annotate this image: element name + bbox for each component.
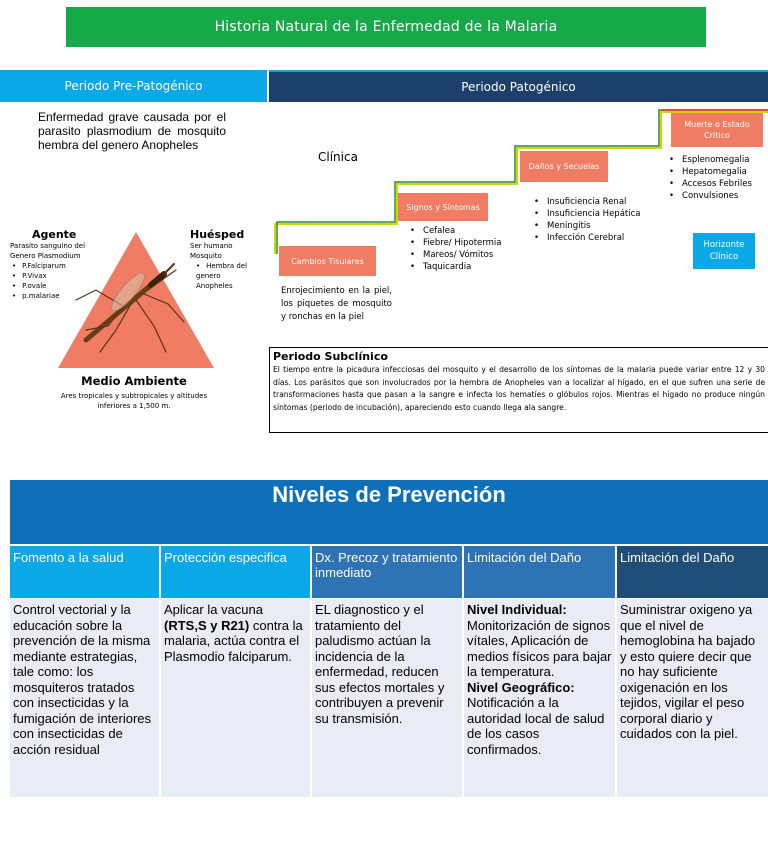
proteccion-text-post: contra la malaria, actúa contra el Plasmodio falciparum. [164,617,303,664]
col-header-limitacion-1: Limitación del Daño [464,546,615,598]
huesped-list [196,261,250,291]
col-header-dx-precoz: Dx. Precoz y tratamiento inmediato [312,546,462,598]
list-item: • Meningitis [534,220,640,232]
niveles-title: Niveles de Prevención [10,480,768,544]
huesped-title: Huésped [190,228,245,241]
medio-text: Ares tropicales y subtropicales y altitudes inferiores a 1,500 m. [60,392,208,410]
list-item: • Infección Cerebral [534,232,640,244]
list-item: • P.ovale [12,281,110,291]
list-item: • Convulsiones [669,190,752,202]
col-body-dx-precoz: EL diagnostico y el tratamiento del paludismo actúan la incidencia de la enfermedad, reducen sus efectos mortales y contribuyen a prevenir su transmisión. [312,599,462,797]
step-cambios-tisulares: Cambios Tisulares [279,246,376,276]
nivel-geografico-text: Notificación a la autoridad local de salud de los casos confirmados. [467,695,605,757]
vaccine-name: (RTS,S y R21) [164,617,250,633]
clinica-label: Clínica [318,150,358,164]
list-item: • P.Vivax [12,271,110,281]
proteccion-text-pre: Aplicar la vacuna [164,602,263,617]
subclinico-title: Periodo Subclínico [273,350,388,363]
list-item: • Fiebre/ Hipotermia [410,237,501,249]
list-item: • Insuficiencia Hepática [534,208,640,220]
list-item: • Esplenomegalia [669,154,752,166]
list-item: • Insuficiencia Renal [534,196,640,208]
list-item: • Hepatomegalia [669,166,752,178]
horizonte-clinico-label: Horizonte Clínico [693,233,755,269]
col-body-limitacion-2: Suministrar oxigeno ya que el nivel de hemoglobina ha bajado y esto quiere decir que no hay suficiente oxigenación en los tejidos, vigilar el peso corporal diario y cuidados con la piel. [617,599,768,797]
col-body-proteccion [161,599,310,797]
list-item: • P.Falciparum [12,261,110,271]
col-body-fomento: Control vectorial y la educación sobre la prevención de la misma mediante estrategias, tale como: los mosquiteros tratados con insecticidas y la fumigación de interiores con insecticidas de acción residual [10,599,159,797]
list-item: • p.malariae [12,291,110,301]
huesped-block [190,228,250,291]
col-body-limitacion-1 [464,599,615,797]
agente-text: Parasito sanguino del Genero Plasmodium [10,242,86,260]
col-header-proteccion: Protección especifica [161,546,310,598]
nivel-individual-text: Monitorización de signos vítales, Aplicación de medios físicos para bajar la temperatura. [467,617,612,679]
subclinico-box [269,347,768,433]
agente-block [10,228,110,301]
subclinico-text: El tiempo entre la picadura infecciosas del mosquito y el desarrollo de los síntomas de la malaria puede variar entre 12 y 30 días. Los parásitos que son involucrados por la hembra de Anopheles van a localizar al hígado, en el que sufren una serie de transformaciones hasta que pasan a la sangre e infecta los hematíes o glóbulos rojos. Mientras el hígado no produce ningún síntomas (periodo de incubación), apareciendo esto cuando llega ala sangre. [273,365,765,412]
agente-title: Agente [32,228,77,241]
medio-block [50,374,218,411]
huesped-text: Ser humano Mosquito [190,242,233,260]
cambios-text: Enrojecimiento en la piel, los piquetes de mosquito y ronchas en la piel [281,286,392,322]
step-signos-sintomas: Signos y Síntomas [398,193,488,221]
step-danos-secuelas: Daños y Secuelas [520,151,608,182]
list-item: • Mareos/ Vómitos [410,249,501,261]
medio-title: Medio Ambiente [81,374,187,388]
nivel-geografico-label: Nivel Geográfico: [467,679,575,695]
pathogenic-header: Periodo Patogénico [269,70,768,102]
muerte-list [669,154,752,202]
disease-description: Enfermedad grave causada por el parasito plasmodium de mosquito hembra del genero Anopheles [38,110,226,152]
list-item: • Taquicardia [410,261,501,273]
pre-pathogenic-header: Periodo Pre-Patogénico [0,70,267,102]
step-muerte-critico: Muerte o Estado Critico [671,113,763,147]
signos-list [410,225,501,273]
col-header-fomento: Fomento a la salud [10,546,159,598]
agente-list [12,261,110,301]
col-header-limitacion-2: Limitación del Daño [617,546,768,598]
danos-list [534,196,640,244]
list-item: • Cefalea [410,225,501,237]
list-item: • Hembra del genero Anopheles [196,261,250,291]
nivel-individual-label: Nivel Individual: [467,602,567,617]
list-item: • Accesos Febriles [669,178,752,190]
page-title: Historia Natural de la Enfermedad de la Malaria [66,7,706,47]
